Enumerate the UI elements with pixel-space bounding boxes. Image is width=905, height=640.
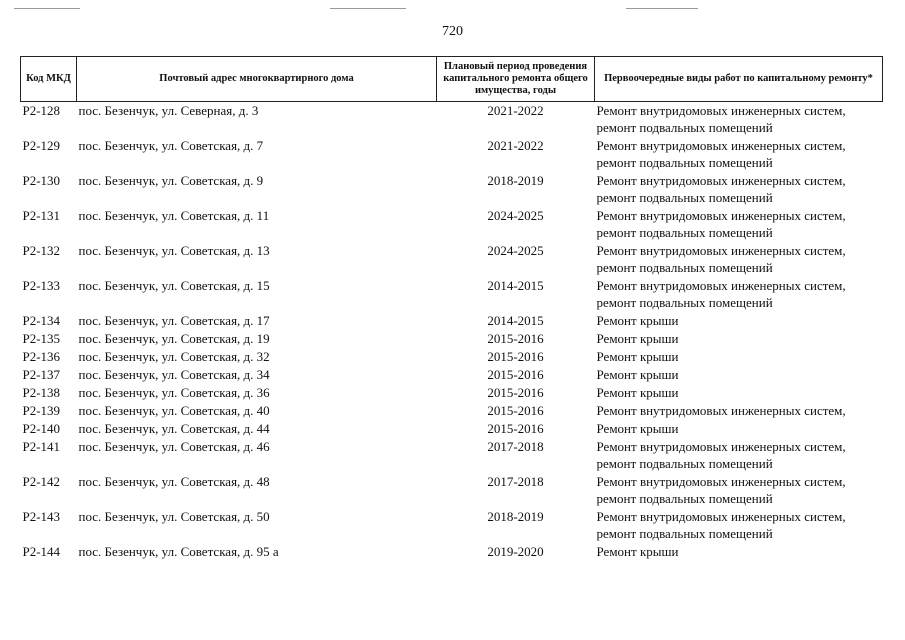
table-row — [21, 543, 883, 561]
cell-code: Р2-140 — [22, 421, 61, 436]
cell-code: Р2-143 — [22, 509, 61, 524]
cell-address: пос. Безенчук, ул. Советская, д. 46 — [78, 439, 270, 454]
cell-address: пос. Безенчук, ул. Советская, д. 13 — [78, 243, 270, 258]
table-row — [21, 102, 883, 138]
cell-code: Р2-133 — [22, 278, 61, 293]
cell-period: 2018-2019 — [487, 509, 544, 524]
table-row — [21, 402, 883, 420]
cell-period: 2015-2016 — [487, 385, 544, 400]
table-body — [21, 102, 883, 562]
cell-address: пос. Безенчук, ул. Советская, д. 11 — [78, 208, 270, 223]
table-header — [21, 57, 883, 102]
cell-address: пос. Безенчук, ул. Советская, д. 50 — [78, 509, 270, 524]
cell-address: пос. Безенчук, ул. Северная, д. 3 — [78, 103, 259, 118]
table-row — [21, 277, 883, 312]
cell-works: Ремонт крыши — [596, 331, 679, 346]
cell-period: 2014-2015 — [487, 278, 544, 293]
cell-code: Р2-132 — [22, 243, 61, 258]
cell-address: пос. Безенчук, ул. Советская, д. 40 — [78, 403, 270, 418]
cell-works: Ремонт внутридомовых инженерных систем, ремонт подвальных помещений — [596, 208, 846, 240]
cell-code: Р2-136 — [22, 349, 61, 364]
cell-period: 2024-2025 — [487, 243, 544, 258]
cell-address: пос. Безенчук, ул. Советская, д. 48 — [78, 474, 270, 489]
cell-works: Ремонт внутридомовых инженерных систем, ремонт подвальных помещений — [596, 138, 846, 170]
page-number: 720 — [442, 24, 463, 39]
cell-works: Ремонт крыши — [596, 313, 679, 328]
cell-works: Ремонт внутридомовых инженерных систем, ремонт подвальных помещений — [596, 103, 846, 135]
cell-address: пос. Безенчук, ул. Советская, д. 15 — [78, 278, 270, 293]
cell-works: Ремонт крыши — [596, 367, 679, 382]
cell-works: Ремонт внутридомовых инженерных систем, ремонт подвальных помещений — [596, 243, 846, 275]
header-period: Плановый период проведения капитального ремонта общего имущества, годы — [437, 57, 595, 102]
cell-period: 2024-2025 — [487, 208, 544, 223]
cell-address: пос. Безенчук, ул. Советская, д. 7 — [78, 138, 264, 153]
cell-address: пос. Безенчук, ул. Советская, д. 9 — [78, 173, 264, 188]
table-row — [21, 207, 883, 242]
cell-works: Ремонт внутридомовых инженерных систем, ремонт подвальных помещений — [596, 509, 846, 541]
table-row — [21, 348, 883, 366]
table-row — [21, 137, 883, 172]
header-row — [21, 57, 883, 102]
header-address: Почтовый адрес многоквартирного дома — [77, 57, 437, 102]
cell-address: пос. Безенчук, ул. Советская, д. 95 а — [78, 544, 279, 559]
table-row — [21, 473, 883, 508]
cell-code: Р2-129 — [22, 138, 61, 153]
cell-period: 2019-2020 — [487, 544, 544, 559]
cell-code: Р2-138 — [22, 385, 61, 400]
cell-address: пос. Безенчук, ул. Советская, д. 17 — [78, 313, 270, 328]
cell-period: 2017-2018 — [487, 474, 544, 489]
table-row — [21, 420, 883, 438]
cell-period: 2015-2016 — [487, 367, 544, 382]
housing-register-table — [20, 56, 883, 561]
scan-artifact-left — [14, 8, 80, 9]
cell-works: Ремонт внутридомовых инженерных систем, ремонт подвальных помещений — [596, 173, 846, 205]
cell-works: Ремонт крыши — [596, 349, 679, 364]
cell-period: 2015-2016 — [487, 331, 544, 346]
header-code: Код МКД — [21, 57, 77, 102]
cell-period: 2017-2018 — [487, 439, 544, 454]
cell-period: 2021-2022 — [487, 138, 544, 153]
cell-period: 2021-2022 — [487, 103, 544, 118]
cell-address: пос. Безенчук, ул. Советская, д. 32 — [78, 349, 270, 364]
cell-works: Ремонт крыши — [596, 385, 679, 400]
cell-code: Р2-134 — [22, 313, 61, 328]
cell-code: Р2-141 — [22, 439, 61, 454]
cell-address: пос. Безенчук, ул. Советская, д. 44 — [78, 421, 270, 436]
cell-works: Ремонт внутридомовых инженерных систем, — [596, 403, 846, 418]
cell-code: Р2-137 — [22, 367, 61, 382]
cell-address: пос. Безенчук, ул. Советская, д. 19 — [78, 331, 270, 346]
cell-code: Р2-130 — [22, 173, 61, 188]
scan-artifact-center — [330, 8, 406, 9]
table-row — [21, 438, 883, 473]
cell-works: Ремонт внутридомовых инженерных систем, ремонт подвальных помещений — [596, 474, 846, 506]
cell-period: 2014-2015 — [487, 313, 544, 328]
cell-works: Ремонт крыши — [596, 421, 679, 436]
cell-code: Р2-142 — [22, 474, 61, 489]
cell-code: Р2-131 — [22, 208, 61, 223]
table-row — [21, 366, 883, 384]
cell-code: Р2-128 — [22, 103, 61, 118]
cell-works: Ремонт внутридомовых инженерных систем, ремонт подвальных помещений — [596, 439, 846, 471]
cell-address: пос. Безенчук, ул. Советская, д. 36 — [78, 385, 270, 400]
cell-code: Р2-139 — [22, 403, 61, 418]
cell-works: Ремонт крыши — [596, 544, 679, 559]
table-row — [21, 330, 883, 348]
cell-period: 2015-2016 — [487, 421, 544, 436]
table-row — [21, 242, 883, 277]
cell-period: 2015-2016 — [487, 349, 544, 364]
table-row — [21, 384, 883, 402]
cell-code: Р2-135 — [22, 331, 61, 346]
cell-code: Р2-144 — [22, 544, 61, 559]
cell-period: 2018-2019 — [487, 173, 544, 188]
cell-period: 2015-2016 — [487, 403, 544, 418]
cell-address: пос. Безенчук, ул. Советская, д. 34 — [78, 367, 270, 382]
table-row — [21, 172, 883, 207]
scan-artifact-right — [626, 8, 698, 9]
cell-works: Ремонт внутридомовых инженерных систем, ремонт подвальных помещений — [596, 278, 846, 310]
table-row — [21, 508, 883, 543]
table-row — [21, 312, 883, 330]
header-works: Первоочередные виды работ по капитальному ремонту* — [595, 57, 883, 102]
